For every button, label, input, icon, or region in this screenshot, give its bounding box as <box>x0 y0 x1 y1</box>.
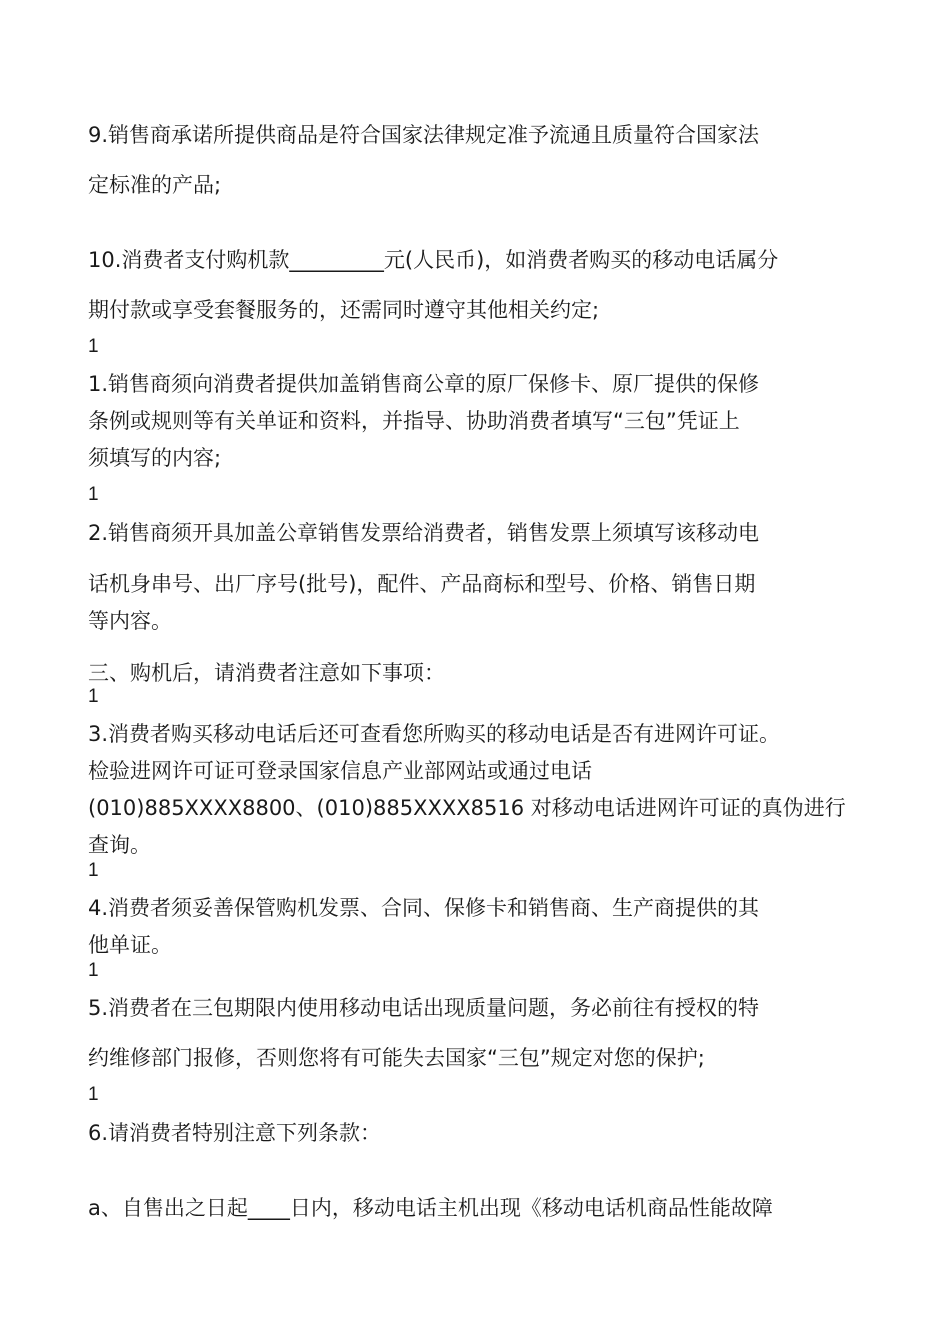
text-line: 他单证。 <box>88 933 172 957</box>
text-line: 2.销售商须开具加盖公章销售发票给消费者，销售发票上须填写该移动电 <box>88 521 760 545</box>
text-line: 4.消费者须妥善保管购机发票、合同、保修卡和销售商、生产商提供的其 <box>88 896 760 920</box>
text-line: 10.消费者支付购机款_________元(人民币)，如消费者购买的移动电话属分 <box>88 248 779 272</box>
text-line: 9.销售商承诺所提供商品是符合国家法律规定准予流通且质量符合国家法 <box>88 123 760 147</box>
text-line: 3.消费者购买移动电话后还可查看您所购买的移动电话是否有进网许可证。 <box>88 722 781 746</box>
text-line: (010)885XXXX8800、(010)885XXXX8516 对移动电话进网许可证的真伪进行 <box>88 796 846 820</box>
marker-line: 1 <box>88 336 99 357</box>
text-line: 定标准的产品; <box>88 173 222 197</box>
marker-line: 1 <box>88 860 99 881</box>
text-line: 条例或规则等有关单证和资料，并指导、协助消费者填写“三包”凭证上 <box>88 409 740 433</box>
text-line: 期付款或享受套餐服务的，还需同时遵守其他相关约定; <box>88 298 600 322</box>
text-line: 等内容。 <box>88 609 172 633</box>
marker-line: 1 <box>88 686 99 707</box>
text-line: 5.消费者在三包期限内使用移动电话出现质量问题，务必前往有授权的特 <box>88 996 760 1020</box>
text-line: 约维修部门报修，否则您将有可能失去国家“三包”规定对您的保护; <box>88 1046 705 1070</box>
marker-line: 1 <box>88 960 99 981</box>
text-line: 须填写的内容; <box>88 446 222 470</box>
marker-line: 1 <box>88 484 99 505</box>
text-line: a、自售出之日起____日内，移动电话主机出现《移动电话机商品性能故障 <box>88 1196 773 1220</box>
section-heading: 三、购机后，请消费者注意如下事项： <box>88 661 445 685</box>
text-line: 话机身串号、出厂序号(批号)，配件、产品商标和型号、价格、销售日期 <box>88 572 756 596</box>
text-line: 查询。 <box>88 833 151 857</box>
text-line: 检验进网许可证可登录国家信息产业部网站或通过电话 <box>88 759 592 783</box>
marker-line: 1 <box>88 1084 99 1105</box>
text-line: 1.销售商须向消费者提供加盖销售商公章的原厂保修卡、原厂提供的保修 <box>88 372 760 396</box>
text-line: 6.请消费者特别注意下列条款： <box>88 1121 382 1145</box>
